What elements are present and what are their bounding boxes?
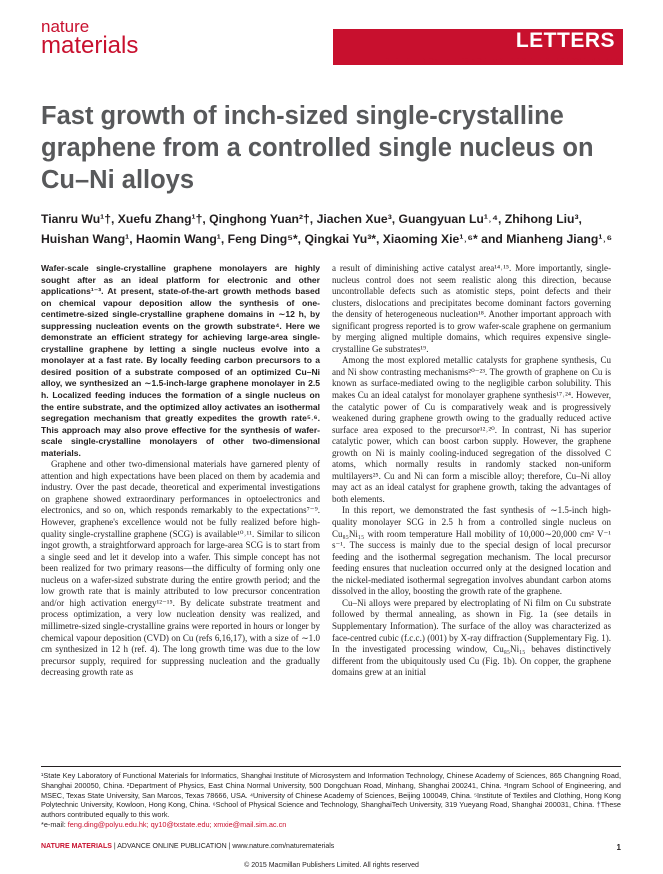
- left-column: [41, 263, 320, 679]
- article-type: LETTERS: [515, 29, 615, 52]
- email-links[interactable]: feng.ding@polyu.edu.hk; qy10@txstate.edu; xmxie@mail.sim.ac.cn: [67, 819, 287, 829]
- email-label: *e-mail:: [41, 819, 68, 829]
- journal-logo: [41, 18, 138, 58]
- copyright-notice: © 2015 Macmillan Publishers Limited. All rights reserved: [244, 862, 419, 869]
- abstract: Wafer-scale single-crystalline graphene monolayers are highly sought after as an ideal platform for electronic and other applications¹⁻³. At present, state-of-the-art growth methods based on chemical vapour deposition allow the synthesis of one-centimetre-sized single-crystalline graphene domains in ∼12 h, by suppressing nucleation events on the growth substrate⁴. Here we demonstrate an efficient strategy for achieving large-area single-crystalline graphene by letting a single nucleus evolve into a monolayer at a fast rate. By locally feeding carbon precursors to a desired position of a substrate composed of an optimized Cu–Ni alloy, we synthesized an ∼1.5-inch-large graphene monolayer in 2.5 h. Localized feeding induces the formation of a single nucleus on the entire substrate, and the optimized alloy activates an isothermal segregation mechanism that greatly expedites the growth rate⁵˒⁶. This approach may also prove effective for the synthesis of wafer-scale single-crystalline monolayers of other two-dimensional materials.: [41, 263, 320, 458]
- page-number: 1: [616, 843, 621, 852]
- journal-logo-line2: materials: [41, 32, 139, 59]
- footer-journal-name: NATURE MATERIALS: [41, 843, 112, 850]
- body-paragraph: In this report, we demonstrated the fast synthesis of ∼1.5-inch high-quality monolayer SCG in 2.5 h from a controlled single nucleus on Cu₈₅Ni₁₅ with room temperature Hall mobility of 10,000∼20,000 cm² V⁻¹ s⁻¹. The success is mainly due to the special design of local precursor feeding and the isothermal segregation mechanism. The local precursor feeding ensures that nucleation occurred only at the designed location and the nickel-mediated isothermal segregation involves abundant carbon atoms dissolved in the alloy, boosting the growth rate of the graphene.: [332, 505, 611, 597]
- affiliations-footnote: [41, 771, 621, 830]
- article-title: Fast growth of inch-sized single-crystalline graphene from a controlled single nucleus on Cu–Ni alloys: [41, 102, 594, 194]
- body-paragraph: Among the most explored metallic catalysts for graphene synthesis, Cu and Ni show contrasting mechanisms²⁰⁻²³. The growth of graphene on Cu is known as surface-mediated owing to the negligible carbon solubility. This makes Cu an ideal catalyst for monolayer graphene synthesis¹⁷˒²⁴. However, the catalytic power of Cu is comparatively weak and is progressively weakened during graphene growth owing to the gradually reduced active surface area exposed to the precursor¹²˒²⁰. In contrast, Ni has superior catalytic power, which can boost carbon supply. However, the graphene growth on Ni is mainly cooling-induced segregation of the dissolved C atoms, which normally results in randomly stacked non-uniform multilayers²⁵. Cu and Ni can form a miscible alloy; therefore, Cu–Ni alloy may act as an ideal catalyst for graphene growth, taking the advantages of both elements.: [332, 355, 611, 504]
- affiliations-text: ¹State Key Laboratory of Functional Materials for Informatics, Shanghai Institute of Microsystem and Information Technology, Chinese Academy of Sciences, 865 Changning Road, Shanghai 200050, China. ²Department of Physics, East China Normal University, 500 Dongchuan Road, Minhang, Shanghai 200241, China. ³Ingram School of Engineering, and MSEC, Texas State University, San Marcos, Texas 78666, USA. ⁴University of Chinese Academy of Sciences, Beijing 100049, China. ⁵Institute of Textiles and Clothing, Hong Kong Polytechnic University, Kowloon, Hong Kong, China. ⁶School of Physical Science and Technology, ShanghaiTech University, 319 Yueyang Road, Shanghai 200031, China. †These authors contributed equally to this work.: [41, 771, 621, 820]
- right-column: [332, 263, 611, 679]
- journal-logo-line1: nature: [41, 17, 90, 36]
- body-paragraph: Cu–Ni alloys were prepared by electroplating of Ni film on Cu substrate followed by thermal annealing, as shown in Fig. 1a (see details in Supplementary Information). The surface of the alloy was characterized as face-centred cubic (f.c.c.) (001) by X-ray diffraction (Supplementary Fig. 1). In the investigated processing window, Cu₈₅Ni₁₅ behaves distinctively different from the ubiquitously used Cu (Fig. 1b). On copper, the graphene domains grew at an initial: [332, 597, 611, 678]
- author-list: Tianru Wu¹†, Xuefu Zhang¹†, Qinghong Yuan²†, Jiachen Xue³, Guangyuan Lu¹˒⁴, Zhihong Liu³, Huishan Wang¹, Haomin Wang¹, Feng Ding⁵*, Qingkai Yu³*, Xiaoming Xie¹˒⁶* and Mianheng Jiang¹˒⁶: [41, 212, 613, 246]
- body-paragraph: Graphene and other two-dimensional materials have garnered plenty of attention and high expectations have been placed on them by academia and industry. Over the past decade, theoretical and experimental investigations on graphene showed extraordinary performances in optoelectronics and electronics, and so on, which responds remarkably to the expectations⁷⁻⁹. However, graphene's excellence would not be fully realized before high-quality single-crystalline graphene (SCG) is available¹⁰˒¹¹. Similar to silicon ingot growth, a straightforward approach for large-area SCG is to start from a single seed and let it develop into a wafer. This simple concept has not been realized for two primary reasons—the difficulty of forming only one nucleus on a wafer-sized substrate during the entire growth period; and the low growth rate that is mainly attributed to low precursor concentration and/or high activation energy¹²⁻¹⁵. By delicate substrate treatment and process optimization, a very low nucleation density was realized, and millimetre-sized single-crystalline grains were reported in hours or longer by chemical vapour deposition (CVD) on Cu (refs 6,16,17), with a size of ∼1.0 cm synthesized in 12 h (ref. 4). The long growth time was due to the low precursor supply, required for suppressing nucleation and the gradually decreasing growth rate as: [41, 459, 320, 678]
- publication-info: PUBLISHED ONLINE: 23 NOVEMBER 2015 | DOI: 10.1038/NMAT4477: [383, 56, 622, 65]
- footnote-divider: [41, 766, 621, 767]
- footer-publication-info: | ADVANCE ONLINE PUBLICATION | www.nature.com/naturematerials: [111, 843, 335, 850]
- page-footer: [41, 843, 621, 850]
- body-paragraph: a result of diminishing active catalyst area¹⁴˒¹⁵. More importantly, single-nucleus control does not seem realistic along this direction, because uncontrollable defects such as atomistic steps, point defects and their clusters, dislocations and precipitates become dominant factors governing the density of heterogeneous nucleation¹⁸. Another important approach with significant progress reported is to grow wafer-scale graphene on germanium by merging aligned multiple domains, which requires expensive single-crystalline Ge substrates¹⁹.: [332, 263, 611, 354]
